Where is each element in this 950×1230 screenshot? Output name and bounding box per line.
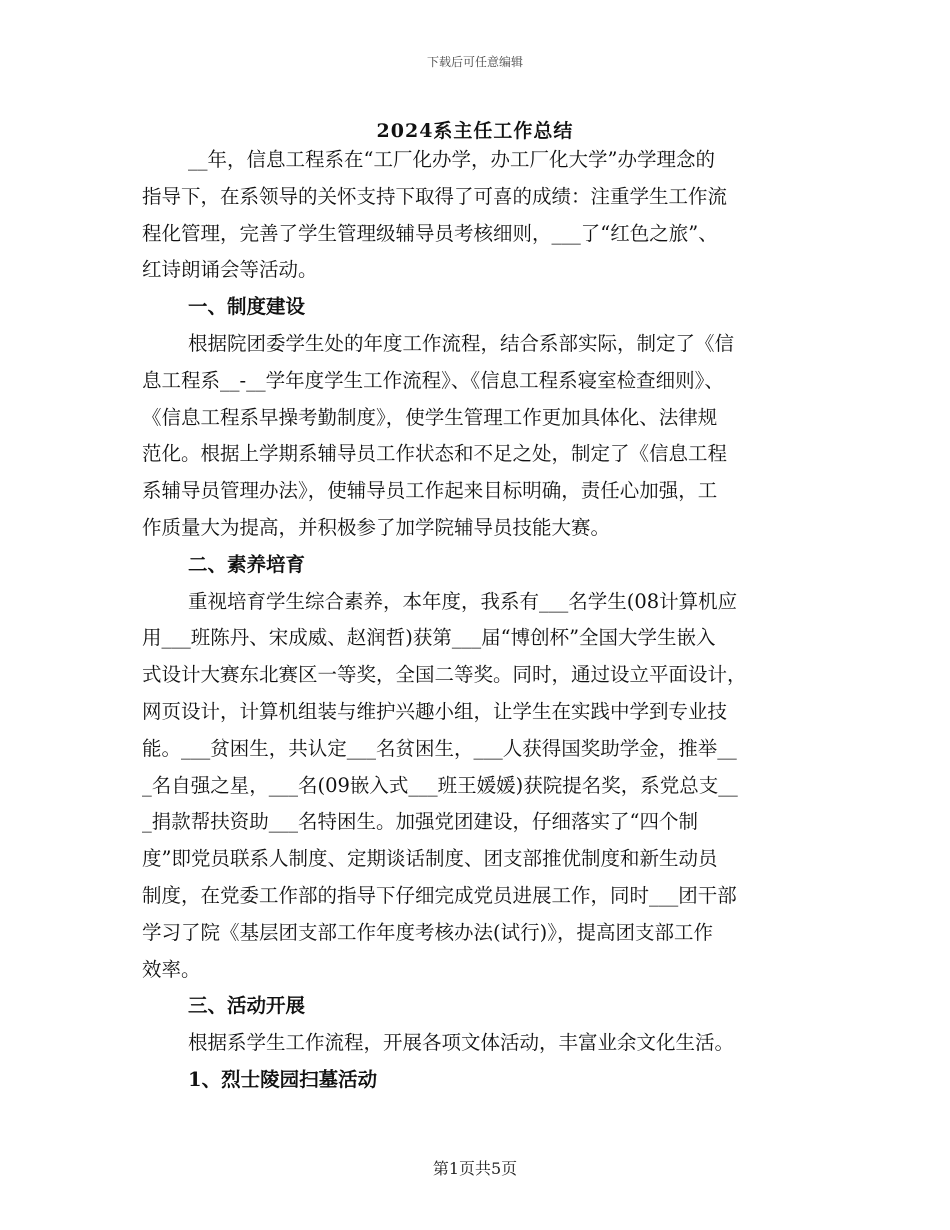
paragraph-line: _捐款帮扶资助___名特困生。加强党团建设，仔细落实了“四个制 [142,810,698,834]
paragraph-line: 作质量大为提高，并积极参了加学院辅导员技能大赛。 [142,515,611,539]
document-title: 2024系主任工作总结 [376,120,574,142]
paragraph-line: 息工程系__-__学年度学生工作流程》、《信息工程系寝室检查细则》、 [142,368,724,392]
page-number: 第1页共5页 [432,1159,518,1178]
section-heading: 1、烈士陵园扫墓活动 [188,1067,378,1091]
paragraph-line: 根据系学生工作流程，开展各项文体活动，丰富业余文化生活。 [188,1031,735,1055]
paragraph-line: 系辅导员管理办法》，使辅导员工作起来目标明确，责任心加强，工 [142,479,718,503]
section-heading: 三、活动开展 [188,994,306,1018]
page-header-note: 下载后可任意编辑 [426,55,523,69]
paragraph-line: 度”即党员联系人制度、定期谈话制度、团支部推优制度和新生动员 [142,847,718,871]
paragraph-line: 学习了院《基层团支部工作年度考核办法(试行)》，提高团支部工作 [142,920,713,944]
paragraph-line: 程化管理，完善了学生管理级辅导员考核细则，___了“红色之旅”、 [142,221,718,245]
paragraph-line: 指导下，在系领导的关怀支持下取得了可喜的成绩：注重学生工作流 [142,184,728,208]
paragraph-line: 网页设计，计算机组装与维护兴趣小组，让学生在实践中学到专业技 [142,699,728,723]
paragraph-line: 根据院团委学生处的年度工作流程，结合系部实际，制定了《信 [188,331,735,355]
paragraph-line: __年，信息工程系在“工厂化办学，办工厂化大学”办学理念的 [188,148,715,171]
paragraph-line: 《信息工程系早操考勤制度》，使学生管理工作更加具体化、法律规 [142,405,718,429]
section-heading: 二、素养培育 [188,552,306,576]
paragraph-line: _名自强之星，___名(09嵌入式___班王媛媛)获院提名奖，系党总支__ [142,773,738,797]
paragraph-line: 能。___贫困生，共认定___名贫困生，___人获得国奖助学金，推举__ [142,736,737,760]
paragraph-line: 效率。 [142,957,201,981]
paragraph-line: 红诗朗诵会等活动。 [142,258,318,282]
paragraph-line: 式设计大赛东北赛区一等奖，全国二等奖。同时，通过设立平面设计， [142,663,747,687]
paragraph-line: 范化。根据上学期系辅导员工作状态和不足之处，制定了《信息工程 [142,442,728,466]
document-body [142,142,810,1099]
paragraph-line: 用___班陈丹、宋成威、赵润哲)获第___届“博创杯”全国大学生嵌入 [142,626,716,650]
paragraph-line: 制度，在党委工作部的指导下仔细完成党员进展工作，同时___团干部 [142,883,737,907]
section-heading: 一、制度建设 [188,295,306,319]
paragraph-line: 重视培育学生综合素养，本年度，我系有___名学生(08计算机应 [188,589,738,613]
